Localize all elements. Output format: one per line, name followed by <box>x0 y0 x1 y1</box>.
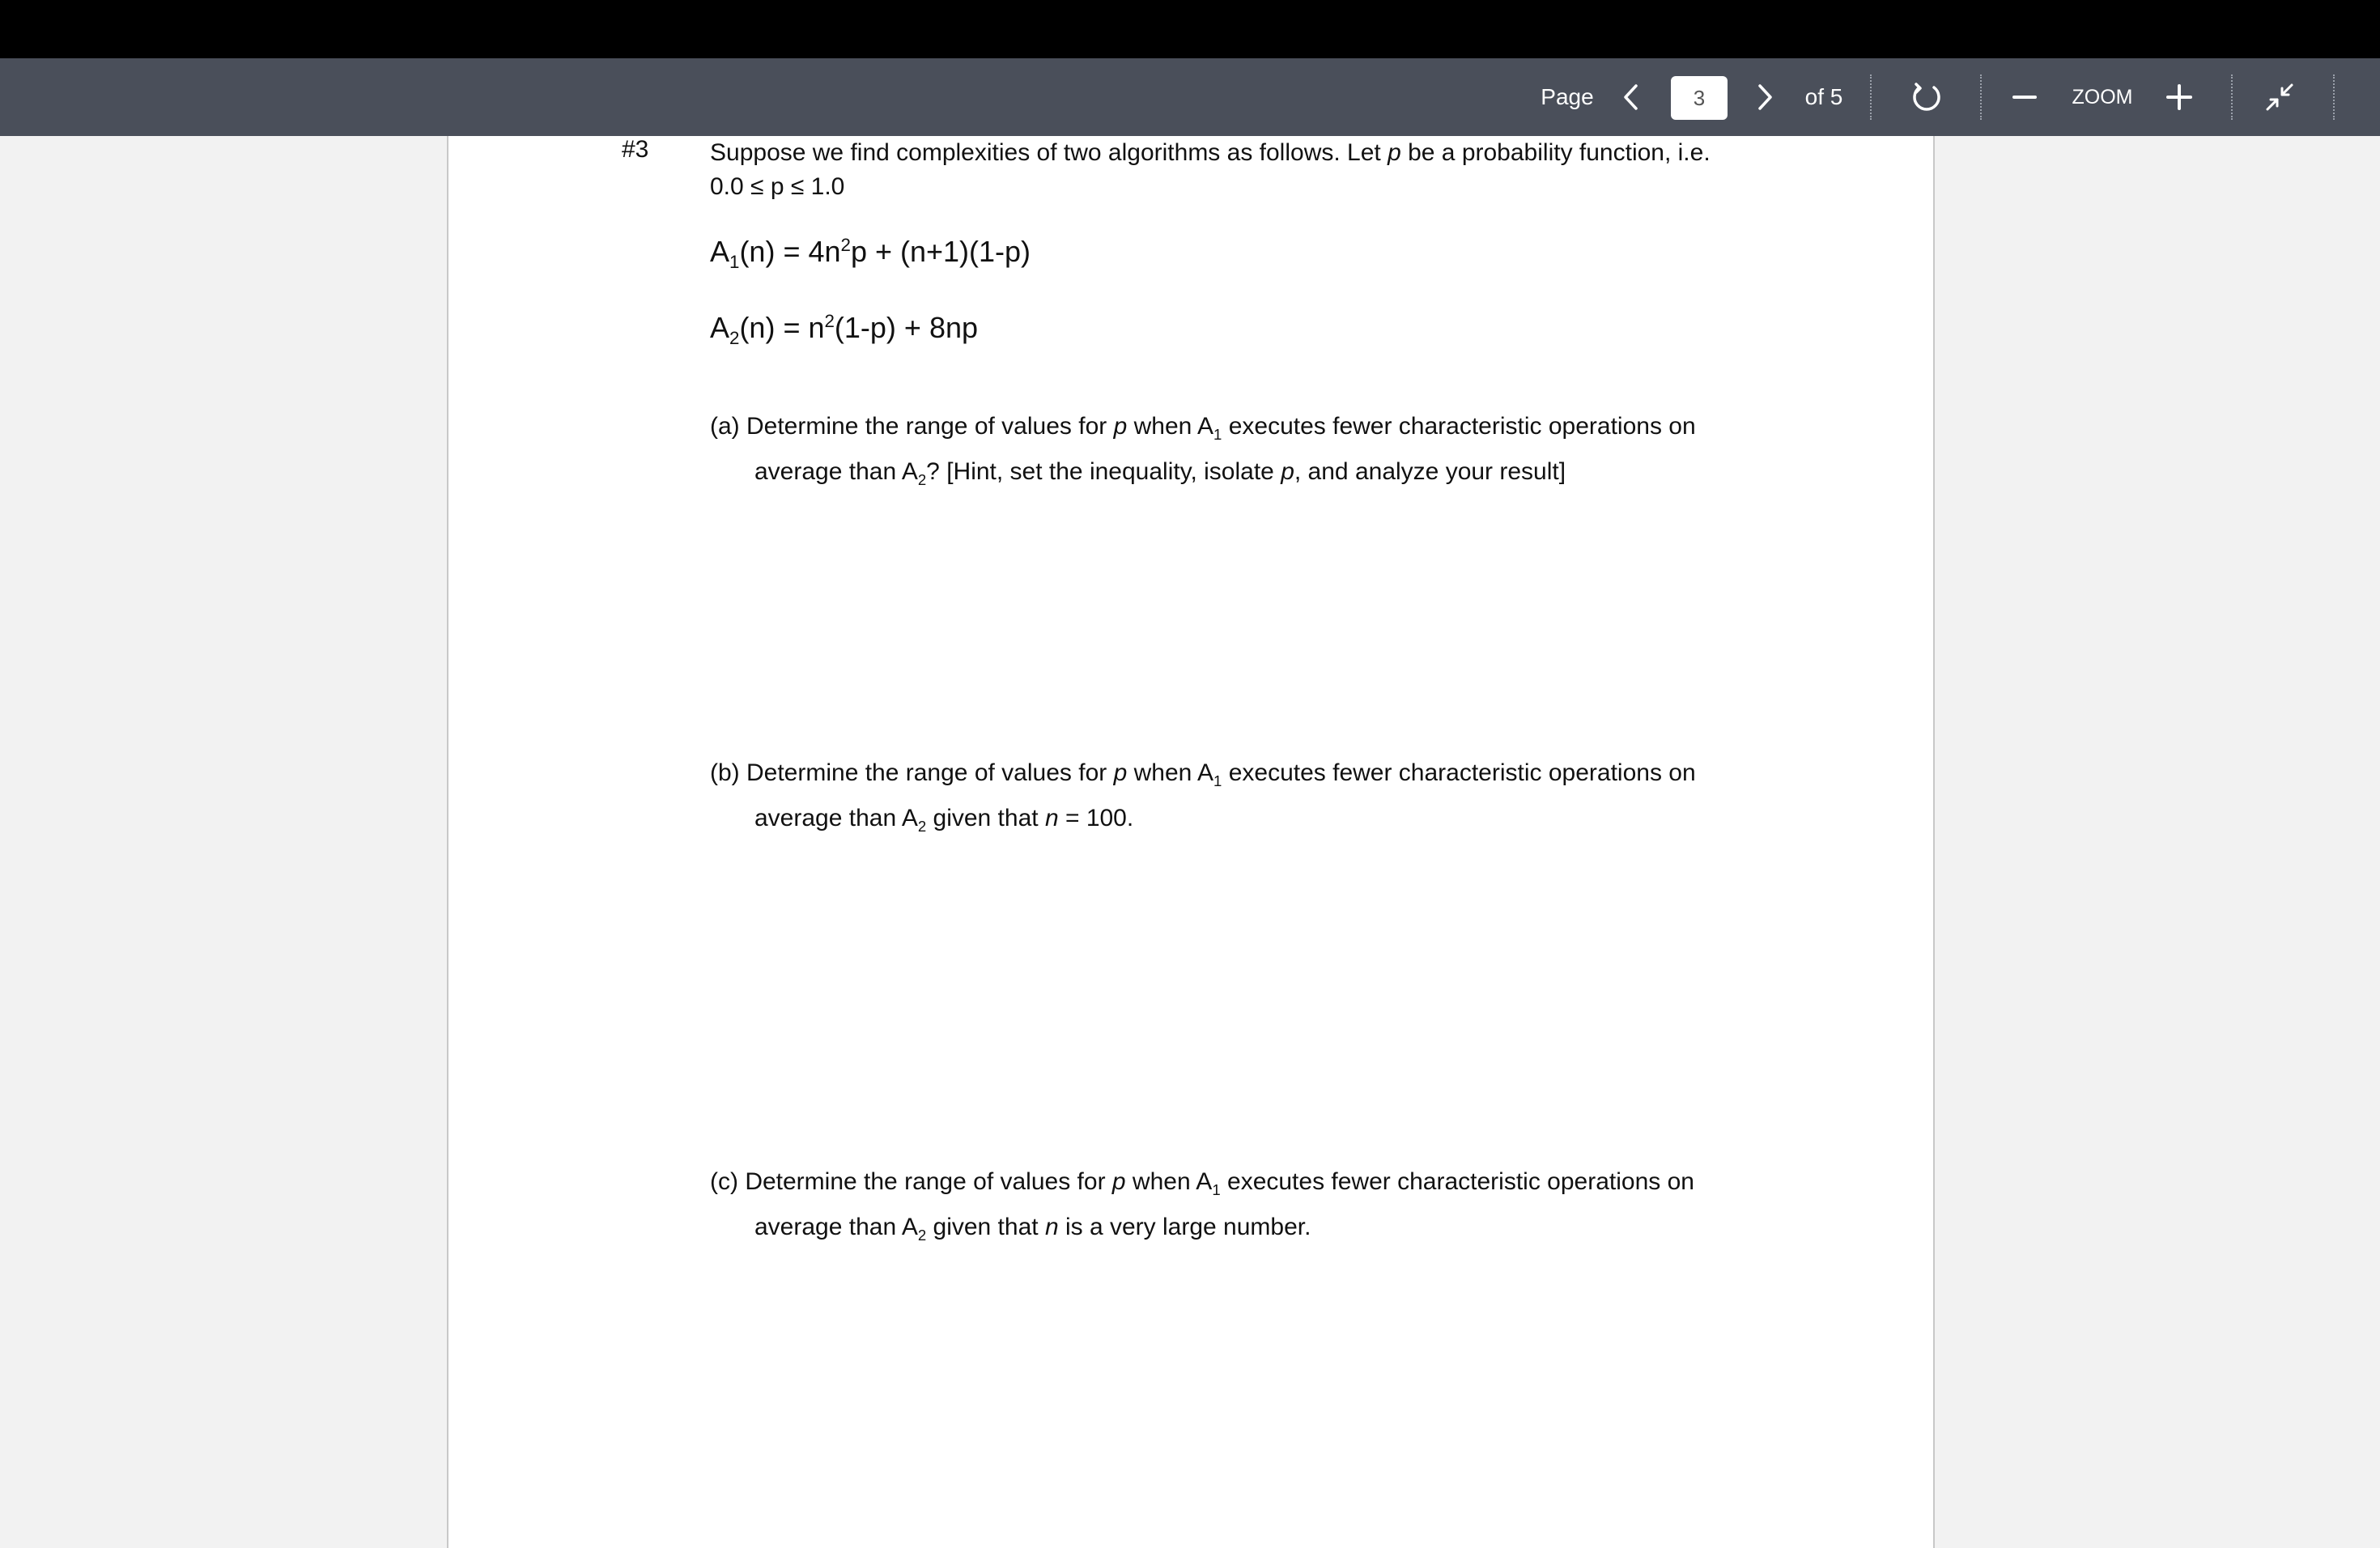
plus-icon <box>2165 83 2193 111</box>
zoom-label: ZOOM <box>2072 85 2133 108</box>
question-intro: Suppose we find complexities of two algorithms as follows. Let p be a probability function, i.e. 0.0 ≤ p ≤ 1.0 <box>710 139 1711 200</box>
chevron-left-icon <box>1621 83 1641 112</box>
window-top-bar <box>0 0 2380 58</box>
exit-fullscreen-button[interactable] <box>2255 58 2304 136</box>
previous-page-button[interactable] <box>1611 58 1651 136</box>
equation-a1: $A_1(n) = 4n^2p + (n+1)(1-p)$ <box>710 235 1031 273</box>
part-a: (a) Determine the range of values for p when $A_1$ executes fewer characteristic operations on average than $A_2$? [Hint, set the inequality, isolate p, and analyze your result] <box>710 413 1696 488</box>
next-page-button[interactable] <box>1745 58 1785 136</box>
toolbar-divider <box>2333 74 2335 120</box>
minus-icon <box>2012 85 2037 109</box>
zoom-in-button[interactable] <box>2157 58 2202 136</box>
chevron-right-icon <box>1755 83 1774 112</box>
part-b: (b) Determine the range of values for p when $A_1$ executes fewer characteristic operations on average than $A_2$ given that n = 100. <box>710 759 1696 835</box>
toolbar-divider <box>1980 74 1982 120</box>
toolbar-divider <box>1870 74 1872 120</box>
toolbar-divider <box>2231 74 2233 120</box>
collapse-icon <box>2264 82 2295 113</box>
page-label: Page <box>1541 84 1594 109</box>
part-c: (c) Determine the range of values for p when $A_1$ executes fewer characteristic operations on average than $A_2$ given that n is a very large number. <box>710 1168 1694 1244</box>
question-number: #3 <box>622 136 649 163</box>
rotate-icon <box>1910 80 1944 114</box>
pdf-toolbar <box>0 58 2380 136</box>
page-count-label: of 5 <box>1804 84 1843 109</box>
page-number-input[interactable] <box>1671 76 1728 120</box>
equation-a2: $A_2(n) = n^2(1-p) + 8np$ <box>710 311 979 349</box>
zoom-out-button[interactable] <box>2004 58 2045 136</box>
rotate-button[interactable] <box>1902 58 1951 136</box>
